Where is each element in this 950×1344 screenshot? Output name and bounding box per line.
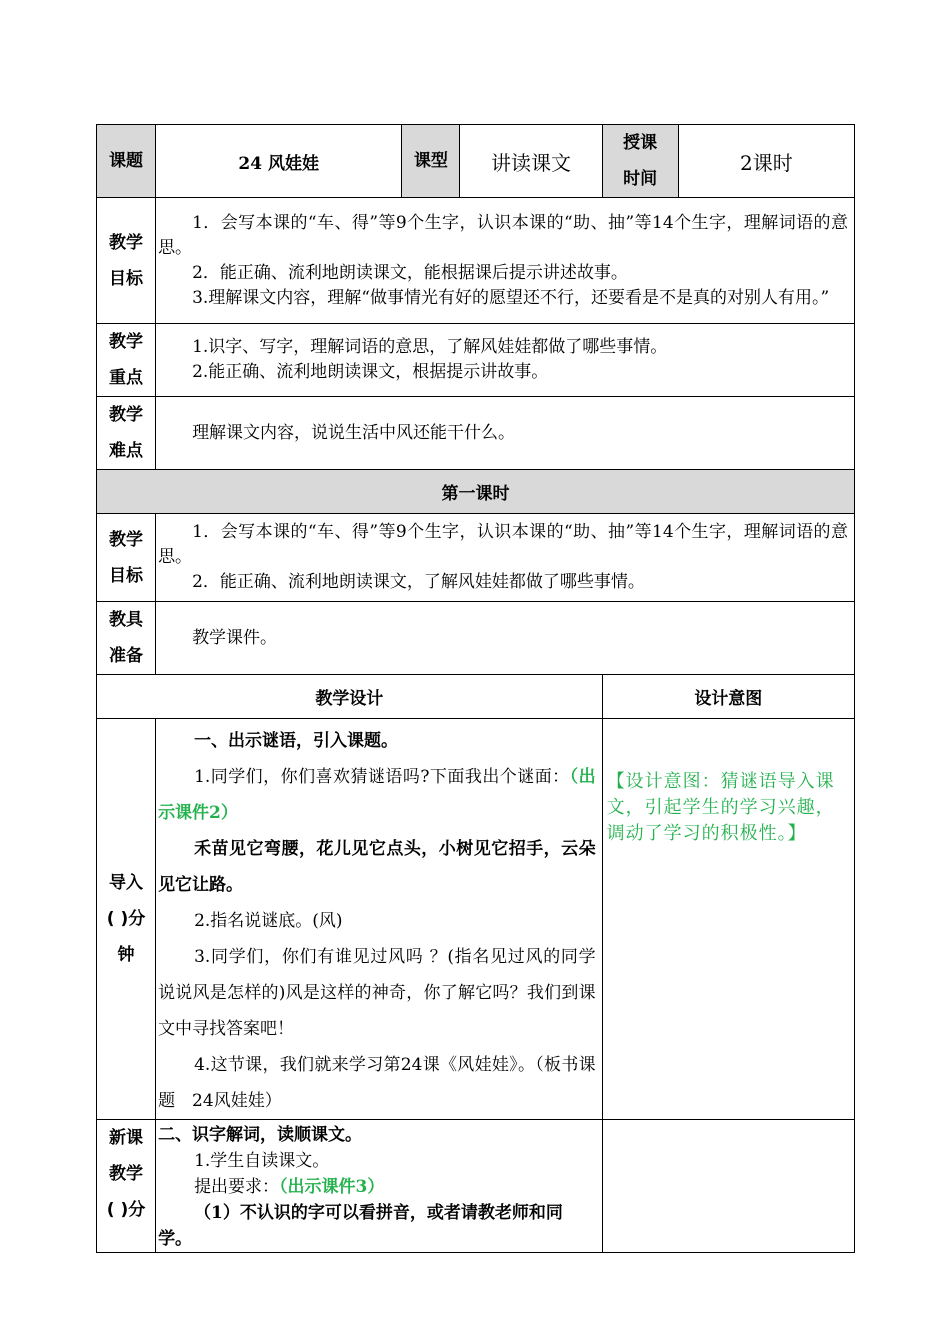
objectives-row <box>97 198 855 324</box>
difficulties-label-line2: 难点 <box>109 441 144 461</box>
new-lesson-content <box>156 1120 603 1253</box>
new-lesson-row <box>97 1120 855 1253</box>
new-lesson-heading: 二、识字解词，读顺课文。 <box>158 1125 363 1145</box>
intro-paragraph-3: 3.同学们，你们有谁见过风吗 ？(指名见过风的同学说说风是怎样的)风是这样的神奇，你了解它吗？我们到课文中寻找答案吧！ <box>158 947 596 1039</box>
header-row <box>97 125 855 198</box>
key-points-content <box>156 324 855 397</box>
key-points-label <box>97 324 156 397</box>
first-lesson-heading: 第一课时 <box>97 470 855 514</box>
intro-label <box>97 719 156 1120</box>
intent-column-header: 设计意图 <box>602 675 854 719</box>
intro-row <box>97 719 855 1120</box>
new-lesson-paragraph-2 <box>156 1174 602 1200</box>
intro-paragraph-1 <box>156 759 602 831</box>
first-lesson-objectives-label-line1: 教学 <box>109 529 144 550</box>
new-lesson-label <box>97 1120 156 1253</box>
tools-content <box>156 602 855 675</box>
first-lesson-objectives-label <box>97 514 156 602</box>
intro-p1-text: 1.同学们，你们喜欢猜谜语吗?下面我出个谜面： <box>194 767 570 787</box>
first-lesson-row <box>97 470 855 514</box>
new-lesson-label-line2: 教学 <box>109 1164 144 1184</box>
type-value: 讲读课文 <box>460 125 602 198</box>
difficulties-label <box>97 397 156 470</box>
new-lesson-paragraph-1: 1.学生自读课文。 <box>194 1151 330 1171</box>
intro-intent-note: 【设计意图：猜谜语导入课文，引起学生的学习兴趣，调动了学习的积极性。】 <box>606 771 835 844</box>
objective-3: 3.理解课文内容，理解“做事情光有好的愿望还不行，还要看是不是真的对别人有用。” <box>192 287 830 308</box>
time-label-line2: 时间 <box>623 169 658 189</box>
objective-2: 2．能正确、流利地朗读课文，能根据课后提示讲述故事。 <box>192 262 628 283</box>
design-column-header: 教学设计 <box>97 675 603 719</box>
new-lesson-paragraph-3: （1）不认识的字可以看拼音，或者请教老师和同学。 <box>158 1203 563 1249</box>
objectives-label <box>97 198 156 324</box>
intro-paragraph-2: 2.指名说谜底。(风) <box>194 911 343 931</box>
new-lesson-label-line3: ( )分 <box>106 1200 146 1220</box>
new-lesson-intent <box>602 1120 854 1253</box>
intro-heading: 一、出示谜语，引入课题。 <box>194 731 399 751</box>
objective-1: 1．会写本课的“车、得”等9个生字，认识本课的“助、抽”等14个生字，理解词语的意思。 <box>158 212 848 258</box>
key-points-label-line1: 教学 <box>109 332 144 352</box>
difficulties-row <box>97 397 855 470</box>
difficulty-1: 理解课文内容，说说生活中风还能干什么。 <box>192 422 516 443</box>
difficulties-content <box>156 397 855 470</box>
tools-label-line1: 教具 <box>109 610 144 630</box>
topic-value: 24 风娃娃 <box>156 125 402 198</box>
key-point-1: 1.识字、写字，理解词语的意思，了解风娃娃都做了哪些事情。 <box>192 337 668 357</box>
new-lesson-label-line1: 新课 <box>109 1128 144 1148</box>
first-lesson-objective-2: 2．能正确、流利地朗读课文，了解风娃娃都做了哪些事情。 <box>192 572 645 592</box>
design-header-row <box>97 675 855 719</box>
time-label <box>602 125 678 198</box>
intro-intent <box>602 719 854 1120</box>
tools-value: 教学课件。 <box>192 627 278 648</box>
time-label-line1: 授课 <box>623 133 658 153</box>
lesson-plan-page <box>96 124 855 1253</box>
tools-label-line2: 准备 <box>109 646 144 666</box>
objectives-content <box>156 198 855 324</box>
tools-row <box>97 602 855 675</box>
first-lesson-objective-1: 1．会写本课的“车、得”等9个生字，认识本课的“助、抽”等14个生字，理解词语的意思。 <box>158 522 848 567</box>
new-lesson-p2-courseware-ref: （出示课件3） <box>279 1177 385 1197</box>
intro-label-line3: 钟 <box>117 945 135 965</box>
intro-label-line1: 导入 <box>109 873 144 893</box>
topic-label: 课题 <box>97 125 156 198</box>
first-lesson-objectives-label-line2: 目标 <box>109 565 144 586</box>
intro-content <box>156 719 603 1120</box>
objectives-label-line1: 教学 <box>109 232 144 253</box>
key-points-row <box>97 324 855 397</box>
intro-label-line2: ( )分 <box>106 909 146 929</box>
objectives-label-line2: 目标 <box>109 268 144 289</box>
first-lesson-objectives-content <box>156 514 855 602</box>
tools-label <box>97 602 156 675</box>
lesson-plan-table <box>96 124 855 1253</box>
type-label: 课型 <box>402 125 460 198</box>
intro-paragraph-4: 4.这节课，我们就来学习第24课《风娃娃》。（板书课题 24风娃娃） <box>158 1055 596 1111</box>
first-lesson-objectives-row <box>97 514 855 602</box>
intro-riddle: 禾苗见它弯腰，花儿见它点头，小树见它招手，云朵见它让路。 <box>158 839 596 895</box>
difficulties-label-line1: 教学 <box>109 405 144 425</box>
key-point-2: 2.能正确、流利地朗读课文，根据提示讲故事。 <box>192 362 549 382</box>
intro-p1-courseware-ref: （出示课件2） <box>158 767 596 823</box>
new-lesson-p2-text: 提出要求： <box>194 1177 280 1197</box>
periods-value: 2课时 <box>678 125 854 198</box>
key-points-label-line2: 重点 <box>109 368 144 388</box>
